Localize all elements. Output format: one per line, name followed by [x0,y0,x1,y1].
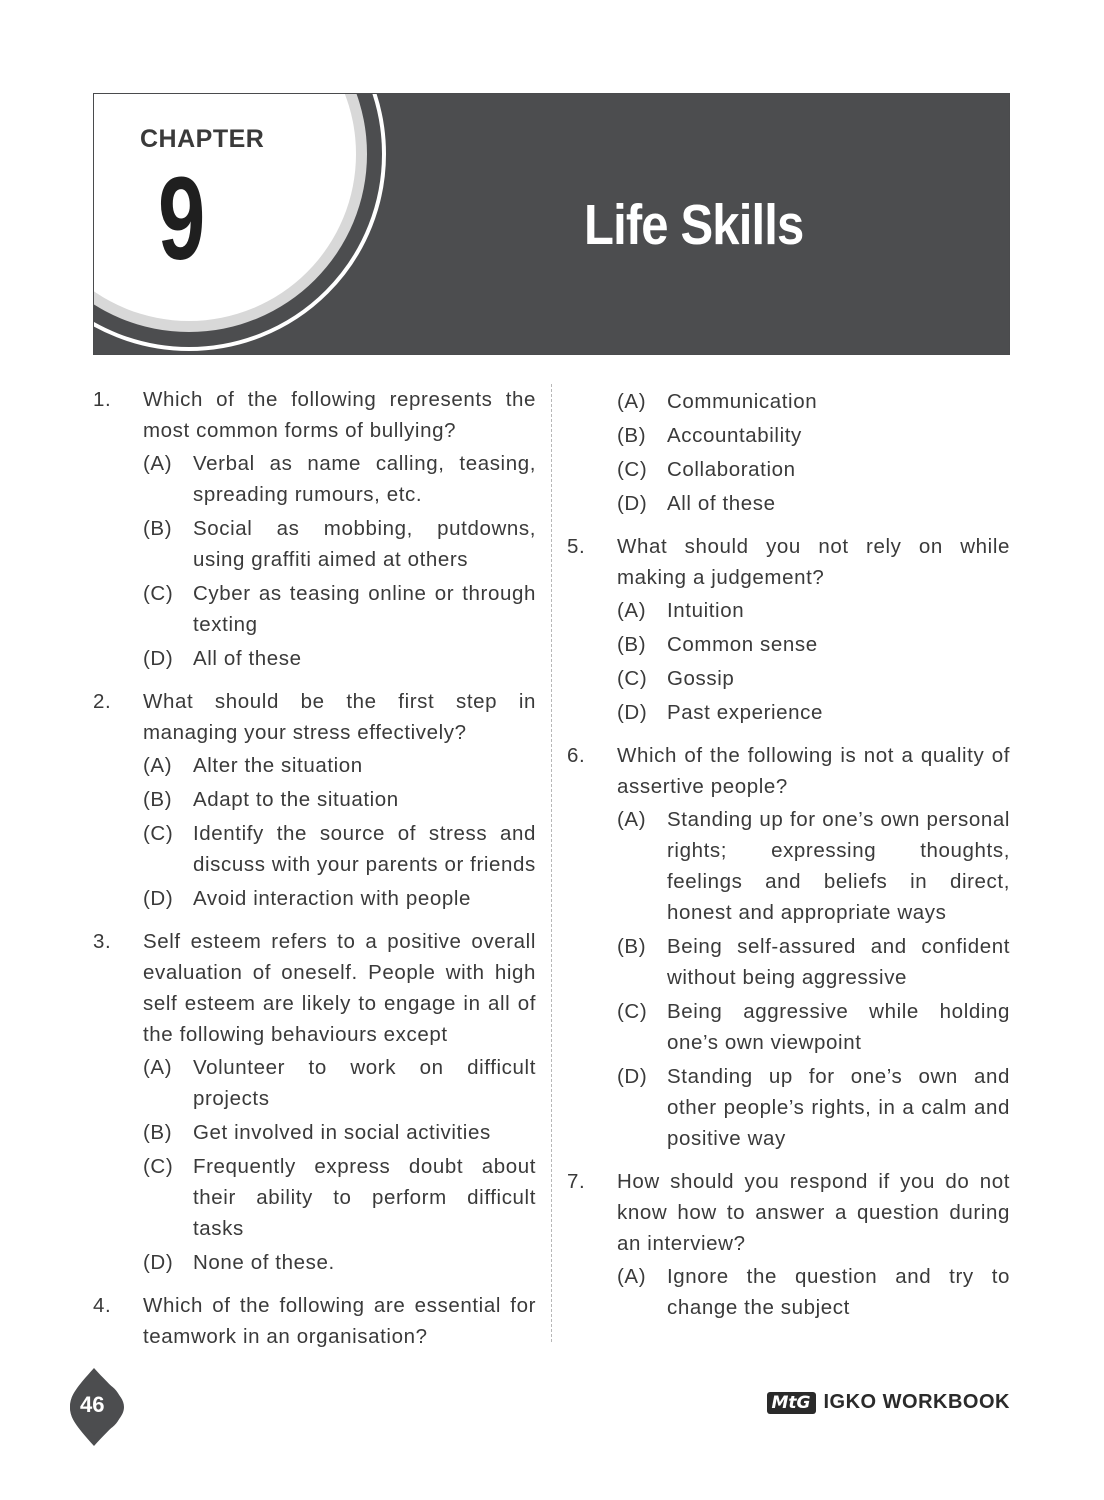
question-text: What should you not rely on while making a judgement? [617,535,1010,589]
option-text: All of these [193,647,302,670]
answer-option [617,931,1010,993]
question-text: Which of the following represents the most common forms of bullying? [143,388,536,442]
chapter-number: 9 [158,153,206,285]
option-label: (C) [617,667,648,690]
option-text: All of these [667,492,776,515]
option-text: Communication [667,390,818,413]
option-text: Common sense [667,633,818,656]
column-divider [551,384,552,1342]
right-column [567,384,1010,1335]
option-label: (A) [143,754,173,777]
option-text: Ignore the question and try to change the subject [667,1265,1010,1319]
left-column [93,384,536,1364]
option-label: (A) [617,1265,647,1288]
option-text: Alter the situation [193,754,363,777]
question-number: 5. [567,535,586,558]
option-text: Gossip [667,667,735,690]
question-item [93,1290,536,1352]
question-number: 6. [567,744,586,767]
option-label: (D) [143,887,174,910]
option-label: (A) [143,1056,173,1079]
option-text: Frequently express doubt about their ability to perform difficult tasks [193,1155,536,1240]
option-text: Social as mobbing, putdowns, using graffiti aimed at others [193,517,536,571]
answer-option [617,420,1010,451]
answer-option [143,818,536,880]
question-item [567,1166,1010,1323]
option-text: Cyber as teasing online or through texting [193,582,536,636]
option-text: Being aggressive while holding one’s own viewpoint [667,1000,1010,1054]
option-label: (B) [617,424,647,447]
answer-option [143,448,536,510]
brand-text: IGKO WORKBOOK [823,1391,1010,1413]
question-number: 7. [567,1170,586,1193]
answer-option [143,513,536,575]
question-item [93,926,536,1278]
option-label: (A) [617,599,647,622]
option-list [617,595,1010,728]
option-list [143,1052,536,1278]
question-text: What should be the first step in managing your stress effectively? [143,690,536,744]
option-text: Standing up for one’s own personal rights; expressing thoughts, feelings and beliefs in direct, honest and appropriate ways [667,808,1010,924]
option-text: None of these. [193,1251,335,1274]
option-label: (C) [143,822,174,845]
answer-option [143,578,536,640]
option-text: Accountability [667,424,802,447]
answer-option [617,804,1010,928]
question-item [617,386,1010,519]
answer-option [143,1247,536,1278]
option-list [617,804,1010,1154]
option-text: Avoid interaction with people [193,887,471,910]
option-label: (A) [617,808,647,831]
answer-option [143,643,536,674]
option-text: Being self-assured and confident without being aggressive [667,935,1010,989]
option-text: Collaboration [667,458,796,481]
option-label: (D) [617,1065,648,1088]
answer-option [617,595,1010,626]
option-label: (C) [143,582,174,605]
option-label: (C) [617,1000,648,1023]
option-label: (C) [617,458,648,481]
option-text: Volunteer to work on difficult projects [193,1056,536,1110]
option-label: (B) [143,788,173,811]
question-text: Self esteem refers to a positive overall evaluation of oneself. People with high self esteem are likely to engage in all of the following behaviours except [143,930,536,1046]
question-number: 1. [93,388,112,411]
chapter-title: Life Skills [584,193,804,257]
question-item [567,740,1010,1154]
option-text: Standing up for one’s own and other people’s rights, in a calm and positive way [667,1065,1010,1150]
answer-option [617,1261,1010,1323]
option-label: (B) [143,517,173,540]
question-item [93,686,536,914]
question-text: Which of the following is not a quality of assertive people? [617,744,1010,798]
answer-option [617,488,1010,519]
option-label: (D) [143,647,174,670]
option-list [143,448,536,674]
question-number: 2. [93,690,112,713]
option-label: (D) [617,701,648,724]
answer-option [617,629,1010,660]
option-label: (B) [143,1121,173,1144]
option-label: (A) [617,390,647,413]
answer-option [617,996,1010,1058]
option-label: (C) [143,1155,174,1178]
brand [767,1391,1011,1414]
answer-option [143,883,536,914]
answer-option [617,386,1010,417]
option-text: Get involved in social activities [193,1121,491,1144]
option-list [617,386,1010,519]
option-text: Intuition [667,599,745,622]
brand-logo: MtG [767,1392,816,1414]
answer-option [143,784,536,815]
option-label: (D) [617,492,648,515]
option-list [143,750,536,914]
question-item [93,384,536,674]
answer-option [143,1052,536,1114]
question-text: Which of the following are essential for teamwork in an organisation? [143,1294,536,1348]
answer-option [143,1117,536,1148]
option-text: Past experience [667,701,824,724]
question-text: How should you respond if you do not know how to answer a question during an interview? [617,1170,1010,1255]
answer-option [143,1151,536,1244]
question-number: 4. [93,1294,112,1317]
answer-option [617,1061,1010,1154]
option-list [617,1261,1010,1323]
answer-option [617,697,1010,728]
option-text: Identify the source of stress and discuss with your parents or friends [193,822,536,876]
answer-option [143,750,536,781]
page-number: 46 [80,1392,105,1417]
option-text: Verbal as name calling, teasing, spreading rumours, etc. [193,452,536,506]
option-label: (D) [143,1251,174,1274]
option-label: (B) [617,935,647,958]
option-label: (A) [143,452,173,475]
answer-option [617,663,1010,694]
chapter-label: CHAPTER [140,125,265,153]
question-number: 3. [93,930,112,953]
question-item [567,531,1010,728]
answer-option [617,454,1010,485]
option-label: (B) [617,633,647,656]
option-text: Adapt to the situation [193,788,399,811]
